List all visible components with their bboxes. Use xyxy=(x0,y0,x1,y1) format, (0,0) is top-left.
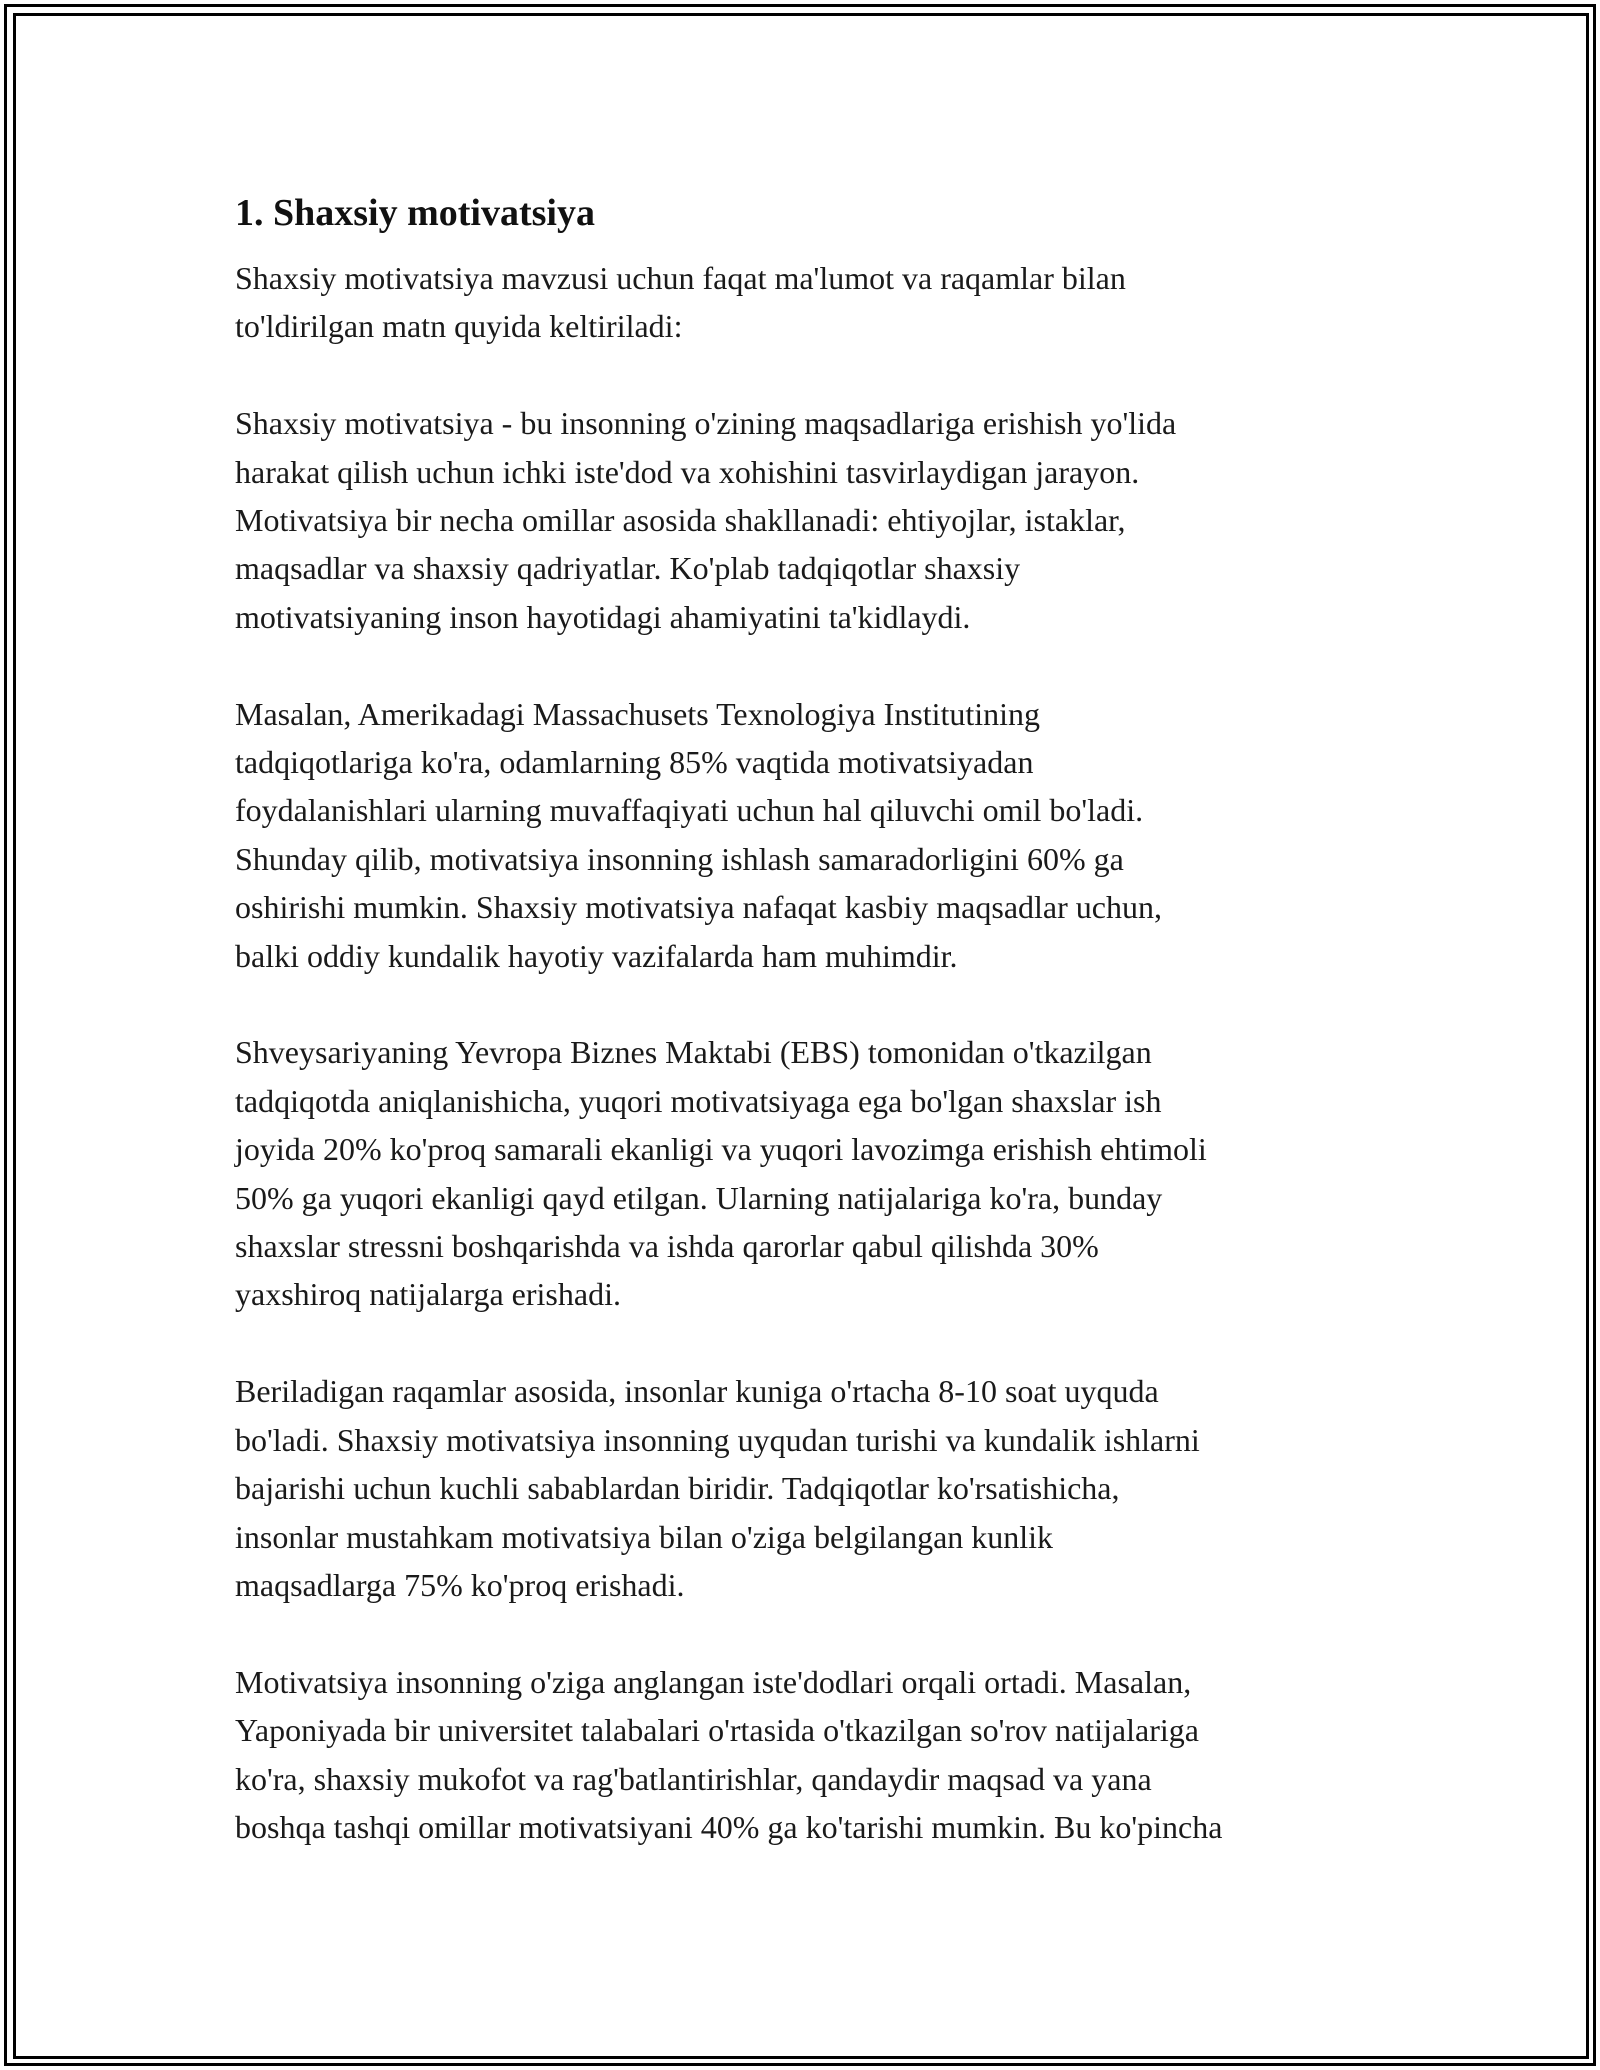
paragraph-intro: Shaxsiy motivatsiya mavzusi uchun faqat ma'lumot va raqamlar bilan to'ldirilgan matn quyida keltiriladi: xyxy=(235,260,1126,345)
document-body xyxy=(235,186,1405,1900)
paragraph-japan-survey: Motivatsiya insonning o'ziga anglangan iste'dodlari orqali ortadi. Masalan, Yaponiyada bir universitet talabalari o'rtasida o'tkazilgan so'rov natijalariga ko'ra, shaxsiy mukofot va rag'batlantirishlar, qandaydir maqsad va yana boshqa tashqi omillar motivatsiyani 40% ga ko'tarishi mumkin. Bu ko'pincha xyxy=(235,1663,1223,1845)
section-heading: 1. Shaxsiy motivatsiya xyxy=(235,192,595,234)
paragraph-ebs-study: Shveysariyaning Yevropa Biznes Maktabi (EBS) tomonidan o'tkazilgan tadqiqotda aniqlanishicha, yuqori motivatsiyaga ega bo'lgan shaxslar ish joyida 20% ko'proq samarali ekanligi va yuqori lavozimga erishish ehtimoli 50% ga yuqori ekanligi qayd etilgan. Ularning natijalariga ko'ra, bunday shaxslar stressni boshqarishda va ishda qarorlar qabul qilishda 30% yaxshiroq natijalarga erishadi. xyxy=(235,1034,1207,1313)
paragraph-mit-study: Masalan, Amerikadagi Massachusets Texnologiya Institutining tadqiqotlariga ko'ra, odamlarning 85% vaqtida motivatsiyadan foydalanishlari ularning muvaffaqiyati uchun hal qiluvchi omil bo'ladi. Shunday qilib, motivatsiya insonning ishlash samaradorligini 60% ga oshirishi mumkin. Shaxsiy motivatsiya nafaqat kasbiy maqsadlar uchun, balki oddiy kundalik hayotiy vazifalarda ham muhimdir. xyxy=(235,695,1162,974)
paragraph-definition: Shaxsiy motivatsiya - bu insonning o'zining maqsadlariga erishish yo'lida harakat qilish uchun ichki iste'dod va xohishini tasvirlaydigan jarayon. Motivatsiya bir necha omillar asosida shakllanadi: ehtiyojlar, istaklar, maqsadlar va shaxsiy qadriyatlar. Ko'plab tadqiqotlar shaxsiy motivatsiyaning inson hayotidagi ahamiyatini ta'kidlaydi. xyxy=(235,405,1177,635)
paragraph-sleep: Beriladigan raqamlar asosida, insonlar kuniga o'rtacha 8-10 soat uyquda bo'ladi. Shaxsiy motivatsiya insonning uyqudan turishi va kundalik ishlarni bajarishi uchun kuchli sabablardan biridir. Tadqiqotlar ko'rsatishicha, insonlar mustahkam motivatsiya bilan o'ziga belgilangan kunlik maqsadlarga 75% ko'proq erishadi. xyxy=(235,1373,1200,1603)
